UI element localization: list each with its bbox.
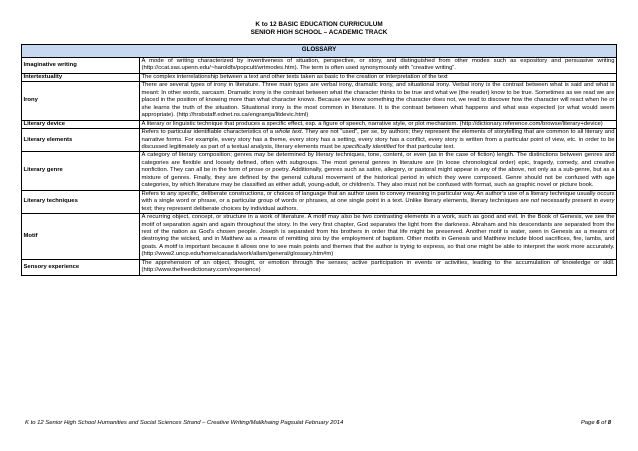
glossary-row bbox=[22, 214, 617, 260]
header-line-1: K to 12 BASIC EDUCATION CURRICULUM bbox=[255, 21, 383, 28]
definition-text: A mode of writing characterized by inventiveness of situation, perspective, or story, and distinguished from other modes such as expository and persuasive writing (http://ccat.sas.upenn.edu/~haroldfs/popcult/wrtmodes.htm). The term is often used synonymously with “creative writing”. bbox=[141, 58, 615, 72]
page-of: of bbox=[599, 420, 608, 426]
glossary-term: Motif bbox=[22, 214, 140, 260]
definition-text: The apprehension of an object, thought, or emotion through the senses; active participation in events or activities, leading to the accumulation of knowledge or skill. (http://www.thefreedictionary.com/experience) bbox=[141, 259, 615, 274]
glossary-term: Literary techniques bbox=[22, 190, 140, 213]
page-total: 8 bbox=[607, 420, 611, 426]
definition-emphasis: not bbox=[530, 198, 539, 205]
glossary-definition bbox=[140, 58, 617, 74]
glossary-definition bbox=[140, 120, 617, 128]
definition-text: Refers to any specific, deliberate constructions, or choices of language that an author uses to convey meaning in particular way. An author’s use of a literary technique usually occurs with a single word or phrase, or a particular group of words or phrases, at one single point in a text. Unlike literary elements, literary techniques are bbox=[141, 190, 615, 205]
glossary-definition bbox=[140, 82, 617, 120]
definition-text: necessarily present in bbox=[538, 198, 601, 205]
glossary-term: Imaginative writing bbox=[22, 58, 140, 74]
glossary-definition bbox=[140, 214, 617, 260]
page-current: 6 bbox=[596, 420, 600, 426]
definition-text: Refers to particular identifiable characteristics of a bbox=[141, 129, 275, 136]
glossary-title-row bbox=[22, 45, 617, 58]
definition-emphasis: every bbox=[600, 198, 615, 205]
glossary-term: Literary device bbox=[22, 120, 140, 128]
definition-text: text; they represent deliberate choices by individual authors. bbox=[141, 205, 299, 212]
glossary-definition bbox=[140, 152, 617, 190]
definition-text: A category of literary composition; genres may be determined by literary techniques, tone, content, or even (as in the case of fiction) length. The distinctions between genres and categories are flexible and loosely defined, often with subgroups. The most general genres in literature are (in loose chronological order) epic, tragedy, comedy, and creative nonfiction. They can all be in the form of prose or poetry. Additionally, genres such as satire, allegory, or pastoral might appear in any of the above, not only as a sub-genre, but as a mixture of genres. Finally, they are defined by the general cultural movement of the historical period in which they were composed. Genre should not be confused with age categories, by which literature may be classified as either adult, young-adult, or children’s. They also must not be confused with format, such as graphic novel or picture book. bbox=[141, 152, 615, 189]
page-prefix: Page bbox=[580, 420, 597, 426]
definition-text: for that particular text. bbox=[396, 143, 455, 150]
definition-text: A literary or linguistic technique that produces a specific effect, esp. a figure of speech, narrative style, or plot mechanism. (http://dictionary.reference.com/browse/literary+device) bbox=[141, 120, 603, 127]
glossary-row bbox=[22, 120, 617, 128]
definition-text: There are several types of irony in literature. Three main types are verbal irony, dramatic irony, and situational irony. Verbal irony is the contrast between what is said and what is meant: In other words, sarcasm. Dramatic irony is the contrast between what the character thinks to be true and what we (the reader) know to be true. Sometimes as we read we are placed in the position of knowing more than what character knows. Because we know something the character does not, we read to discover how the character will react when he or she learns the truth of the situation. Situational irony is the most common in literature. It is the contrast between what happens and what was expected (or what would seem appropriate). (http://hrsbstaff.ednet.ns.ca/engramja/litdevic.html) bbox=[141, 82, 615, 119]
glossary-term: Sensory experience bbox=[22, 259, 140, 275]
glossary-row bbox=[22, 82, 617, 120]
glossary-term: Literary genre bbox=[22, 152, 140, 190]
definition-emphasis: whole text bbox=[274, 129, 302, 136]
glossary-row bbox=[22, 190, 617, 213]
glossary-row bbox=[22, 259, 617, 275]
glossary-definition bbox=[140, 190, 617, 213]
header-line-2: SENIOR HIGH SCHOOL – ACADEMIC TRACK bbox=[250, 28, 388, 36]
glossary-row bbox=[22, 73, 617, 81]
glossary-definition bbox=[140, 129, 617, 152]
glossary-title: GLOSSARY bbox=[22, 45, 617, 58]
page-number bbox=[581, 420, 611, 426]
glossary-table bbox=[21, 44, 617, 276]
glossary-definition bbox=[140, 73, 617, 81]
glossary-term: Literary elements bbox=[22, 129, 140, 152]
glossary-term: Intertextuality bbox=[22, 73, 140, 81]
definition-text: A recurring object, concept, or structure in a work of literature. A motif may also be two contrasting elements in a work, such as good and evil. In the Book of Genesis, we see the motif of separation again and again throughout the story. In the very first chapter, God separates the light from the darkness. Abraham and his descendants are separated from the rest of the nation as God’s chosen people. Joseph is separated from his brothers in order that life might be preserved. Another motif is water, seen in Genesis as a means of destroying the wicked, and in Matthew as a means of remitting sins by the employment of baptism. Other motifs in Genesis and Matthew include blood sacrifices, fire, lambs, and goats. A motif is important because it allows one to see main points and themes that the author is trying to express, so that one might be able to interpret the work more accurately. (http://www2.uncp.edu/home/canada/work/allam/general/glossary.htm#m) bbox=[141, 214, 615, 258]
glossary-row bbox=[22, 129, 617, 152]
glossary-definition bbox=[140, 259, 617, 275]
glossary-row bbox=[22, 152, 617, 190]
definition-emphasis: specifically identified bbox=[342, 143, 397, 150]
glossary-row bbox=[22, 58, 617, 74]
glossary-term: Irony bbox=[22, 82, 140, 120]
glossary-body bbox=[22, 58, 617, 276]
definition-text: . They are not “used”, per se, by authors; they represent the elements of storytelling that are common to all literary and narrative forms. For example, every story has a theme, every story has a setting, every story has a conflict, every story is written from a particular point of view, etc. in order to be discussed legitimately as part of a textual analysis, literary elements must be bbox=[141, 129, 615, 150]
footer-curriculum-title: K to 12 Senior High School Humanities and Social Sciences Strand – Creative Writing/Malikhaing Pagsulat February 2014 bbox=[25, 420, 344, 426]
definition-text: The complex interrelationship between a text and other texts taken as basic to the creation or interpretation of the text bbox=[141, 73, 448, 80]
document-header bbox=[0, 21, 638, 36]
